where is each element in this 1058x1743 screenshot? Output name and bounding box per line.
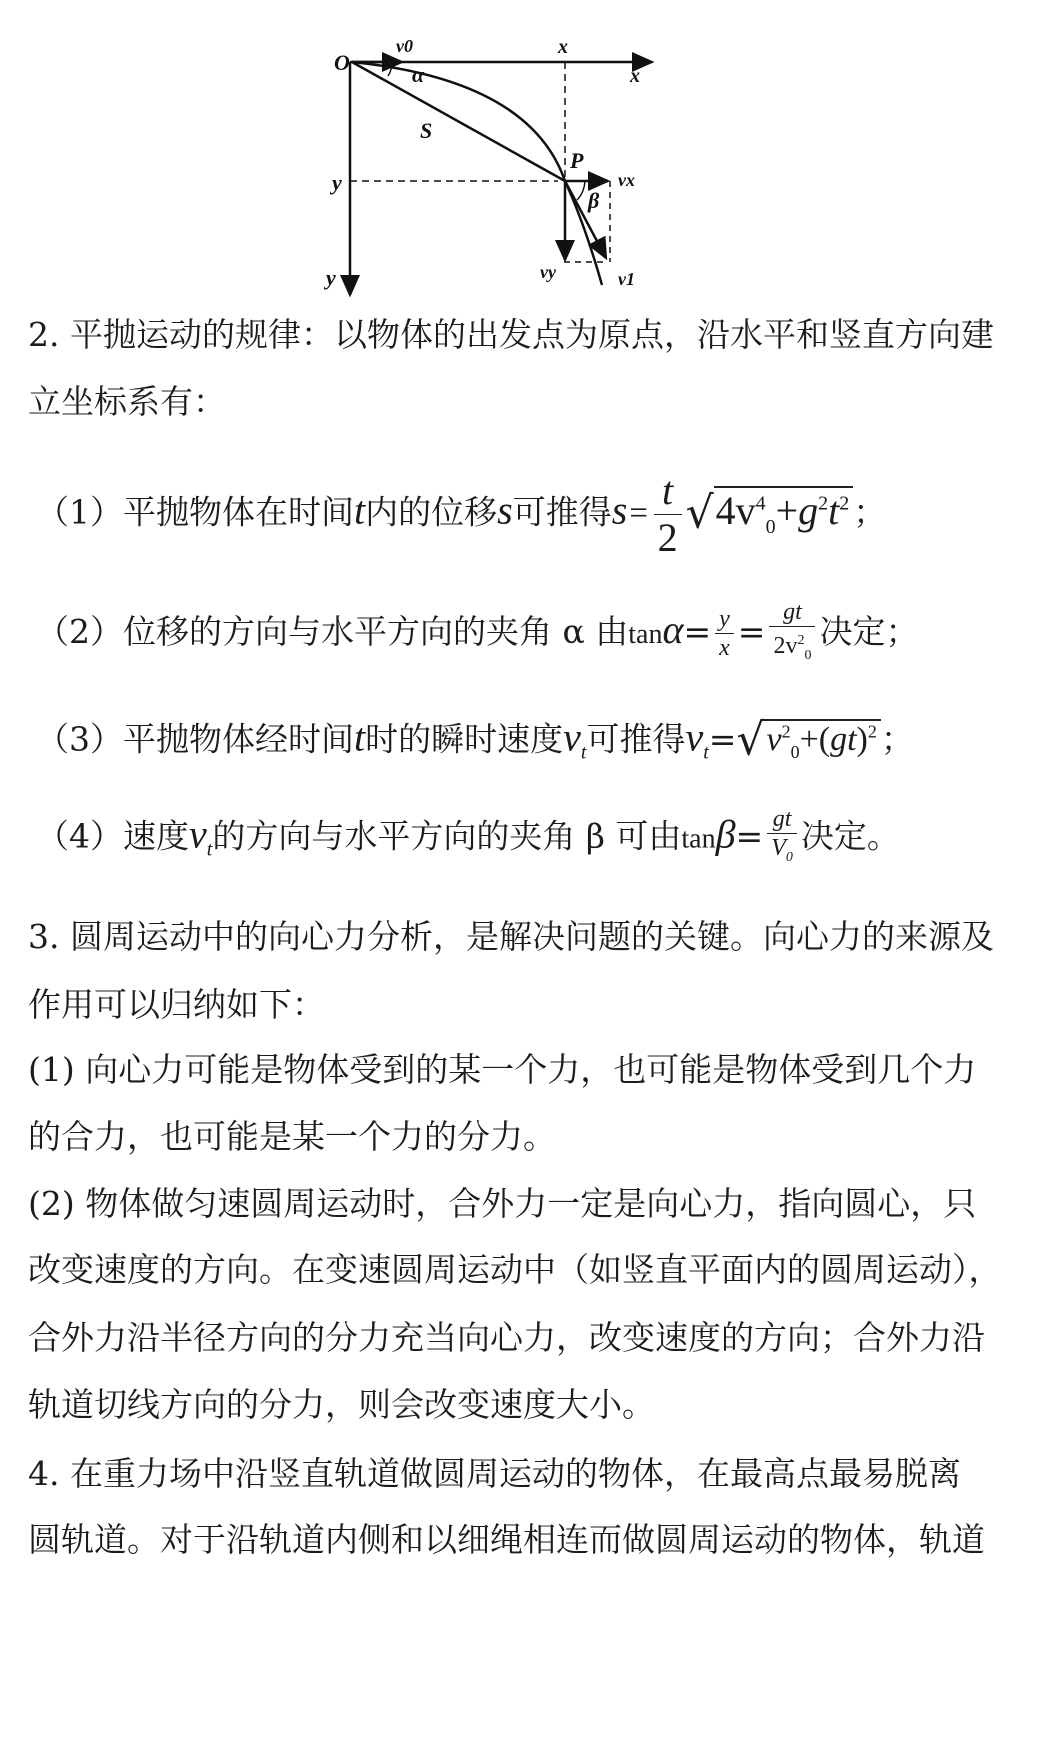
section3-line2: 作用可以归纳如下：: [28, 985, 325, 1024]
section2-intro-line2: 立坐标系有：: [28, 382, 226, 421]
formula-beta: （4）速度$v_t$的方向与水平方向的夹角 β 可由tanβ= $\frac{gt}{V_0}$ 决定。: [36, 806, 900, 865]
section4-line2: 圆轨道。对于沿轨道内侧和以细绳相连而做圆周运动的物体，轨道: [28, 1520, 985, 1559]
section3-line4: 的合力，也可能是某一个力的分力。: [28, 1117, 556, 1156]
label-alpha: α: [412, 62, 425, 87]
label-origin: O: [334, 50, 350, 75]
section3-line1: 3. 圆周运动中的向心力分析，是解决问题的关键。向心力的来源及: [28, 917, 994, 956]
label-s: S: [420, 118, 433, 143]
label-x-axis: x: [630, 65, 640, 87]
label-x-top: x: [558, 36, 568, 58]
label-vx: vx: [618, 170, 635, 190]
label-y-mid: y: [332, 170, 342, 195]
label-y-axis: y: [326, 265, 336, 290]
section2-intro-line1: 2. 平抛运动的规律：以物体的出发点为原点，沿水平和竖直方向建: [28, 315, 994, 354]
section3-line3: (1) 向心力可能是物体受到的某一个力，也可能是物体受到几个力: [28, 1050, 977, 1089]
section3-line7: 合外力沿半径方向的分力充当向心力，改变速度的方向；合外力沿: [28, 1318, 985, 1357]
section3-line6: 改变速度的方向。在变速圆周运动中（如竖直平面内的圆周运动），: [28, 1250, 1002, 1289]
label-v1: v1: [618, 269, 635, 289]
displacement-line: [352, 62, 565, 181]
label-vy: vy: [540, 262, 556, 282]
section3-line5: (2) 物体做匀速圆周运动时，合外力一定是向心力，指向圆心，只: [28, 1184, 977, 1223]
formula-displacement: （1）平抛物体在时间t内的位移s可推得s= $\frac{t}{2}$ $√4v^4_0+g^2t^2$ ；: [36, 468, 887, 560]
section4-line1: 4. 在重力场中沿竖直轨道做圆周运动的物体，在最高点最易脱离: [28, 1454, 961, 1493]
section3-line8: 轨道切线方向的分力，则会改变速度大小。: [28, 1385, 655, 1424]
label-beta: β: [588, 188, 600, 213]
label-v0: v0: [396, 36, 413, 56]
projectile-motion-diagram: [326, 36, 740, 330]
formula-velocity: （3）平抛物体经时间t时的瞬时速度$v_t$可推得$v_t=√v^2_0+(gt)^2$ ；: [36, 714, 914, 766]
formula-alpha: （2）位移的方向与水平方向的夹角 α 由tanα= $\frac{y}{x}$ = $\frac{gt}{2v^2_0}$ 决定；: [36, 599, 919, 663]
label-p: P: [570, 148, 584, 173]
